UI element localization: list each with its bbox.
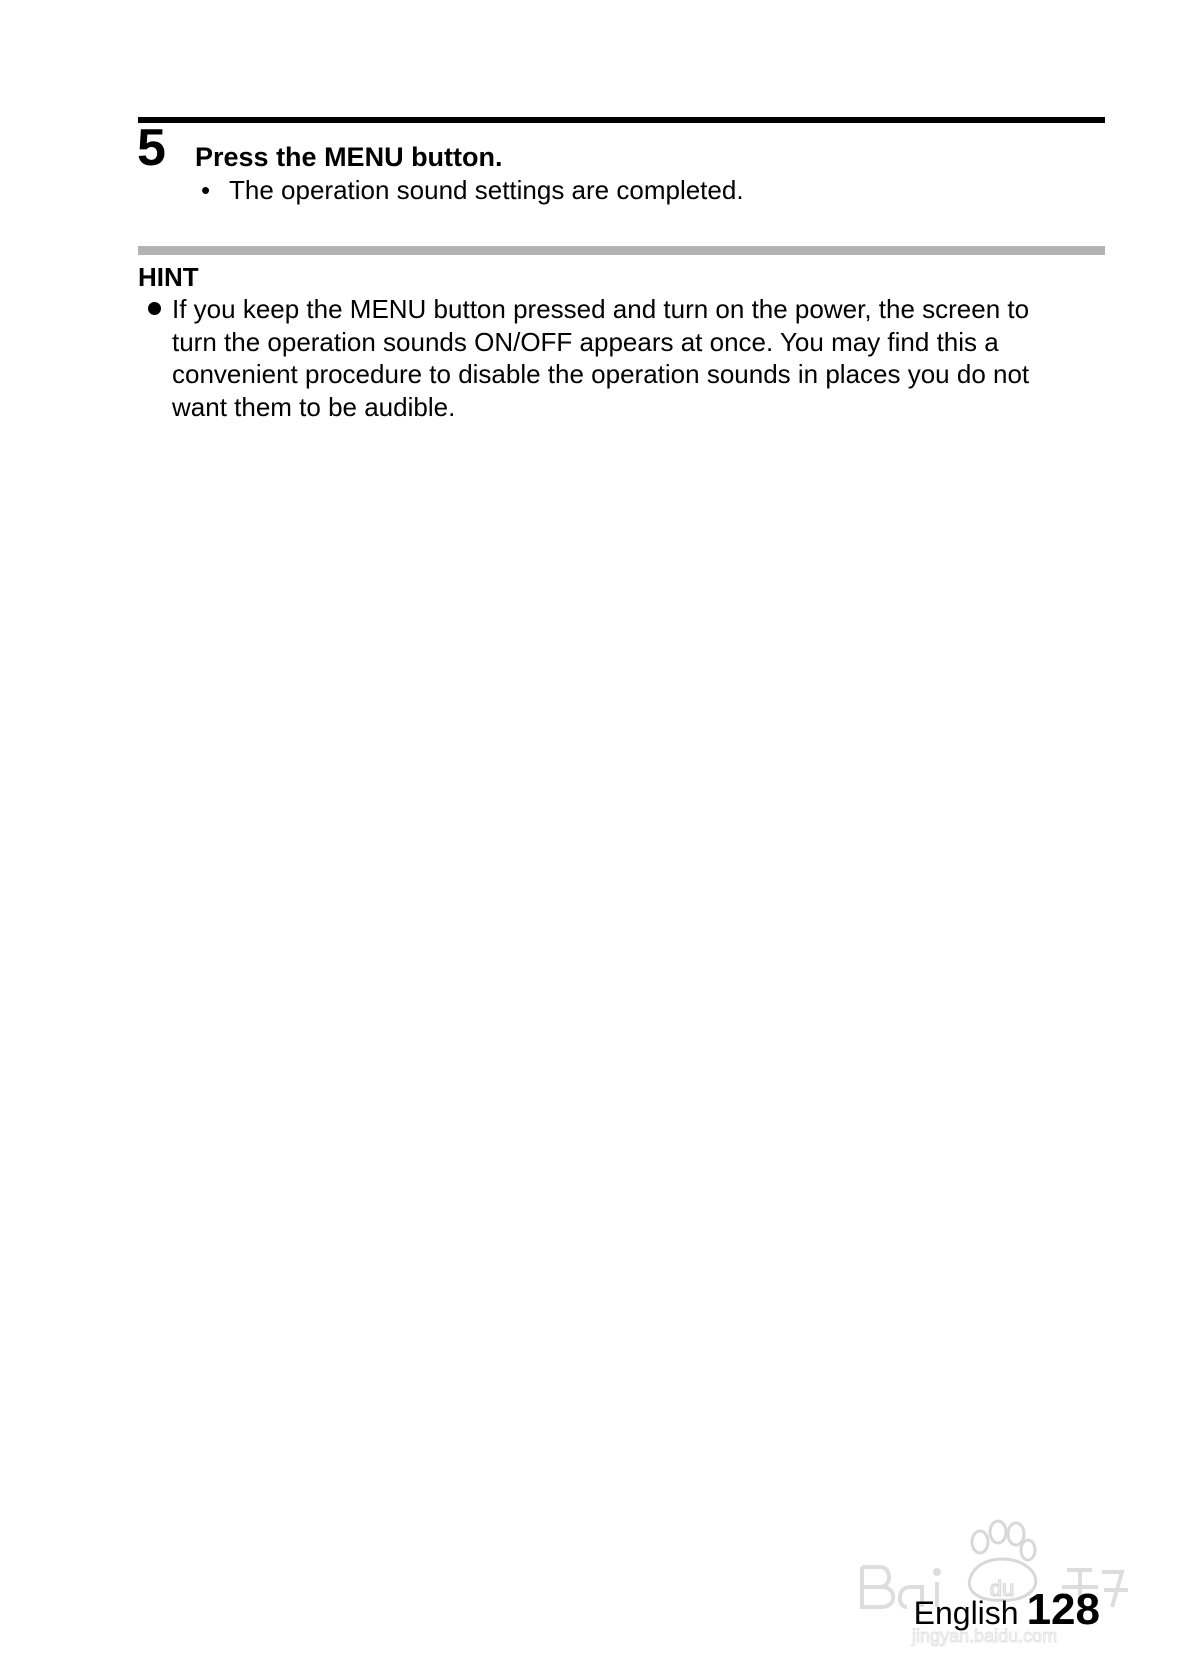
- hint-text: [172, 293, 1112, 423]
- svg-text:jingyan.baidu.com: jingyan.baidu.com: [912, 1626, 1058, 1646]
- hint-heading: HINT: [138, 262, 199, 292]
- hint-line: If you keep the MENU button pressed and turn on the power, the screen to: [172, 294, 1030, 324]
- hint-line: convenient procedure to disable the operation sounds in places you do not: [172, 359, 1030, 389]
- step-bullet-text: The operation sound settings are completed.: [229, 175, 744, 205]
- hint-line: turn the operation sounds ON/OFF appears at once. You may find this a: [172, 326, 999, 357]
- hint-line: want them to be audible.: [172, 391, 456, 422]
- step-title: Press the MENU button.: [195, 142, 503, 172]
- step-bullet-item: [201, 173, 744, 207]
- footer-language: English: [913, 1595, 1019, 1631]
- top-rule: [138, 117, 1105, 123]
- page-number: 128: [1026, 1585, 1100, 1634]
- hint-rule: [138, 246, 1105, 255]
- step-number: 5: [137, 119, 166, 177]
- bullet-dot-icon: •: [201, 175, 211, 205]
- svg-text:du: du: [989, 1576, 1015, 1601]
- page-footer: [914, 1586, 1100, 1644]
- hint-bullet-icon: [148, 302, 161, 315]
